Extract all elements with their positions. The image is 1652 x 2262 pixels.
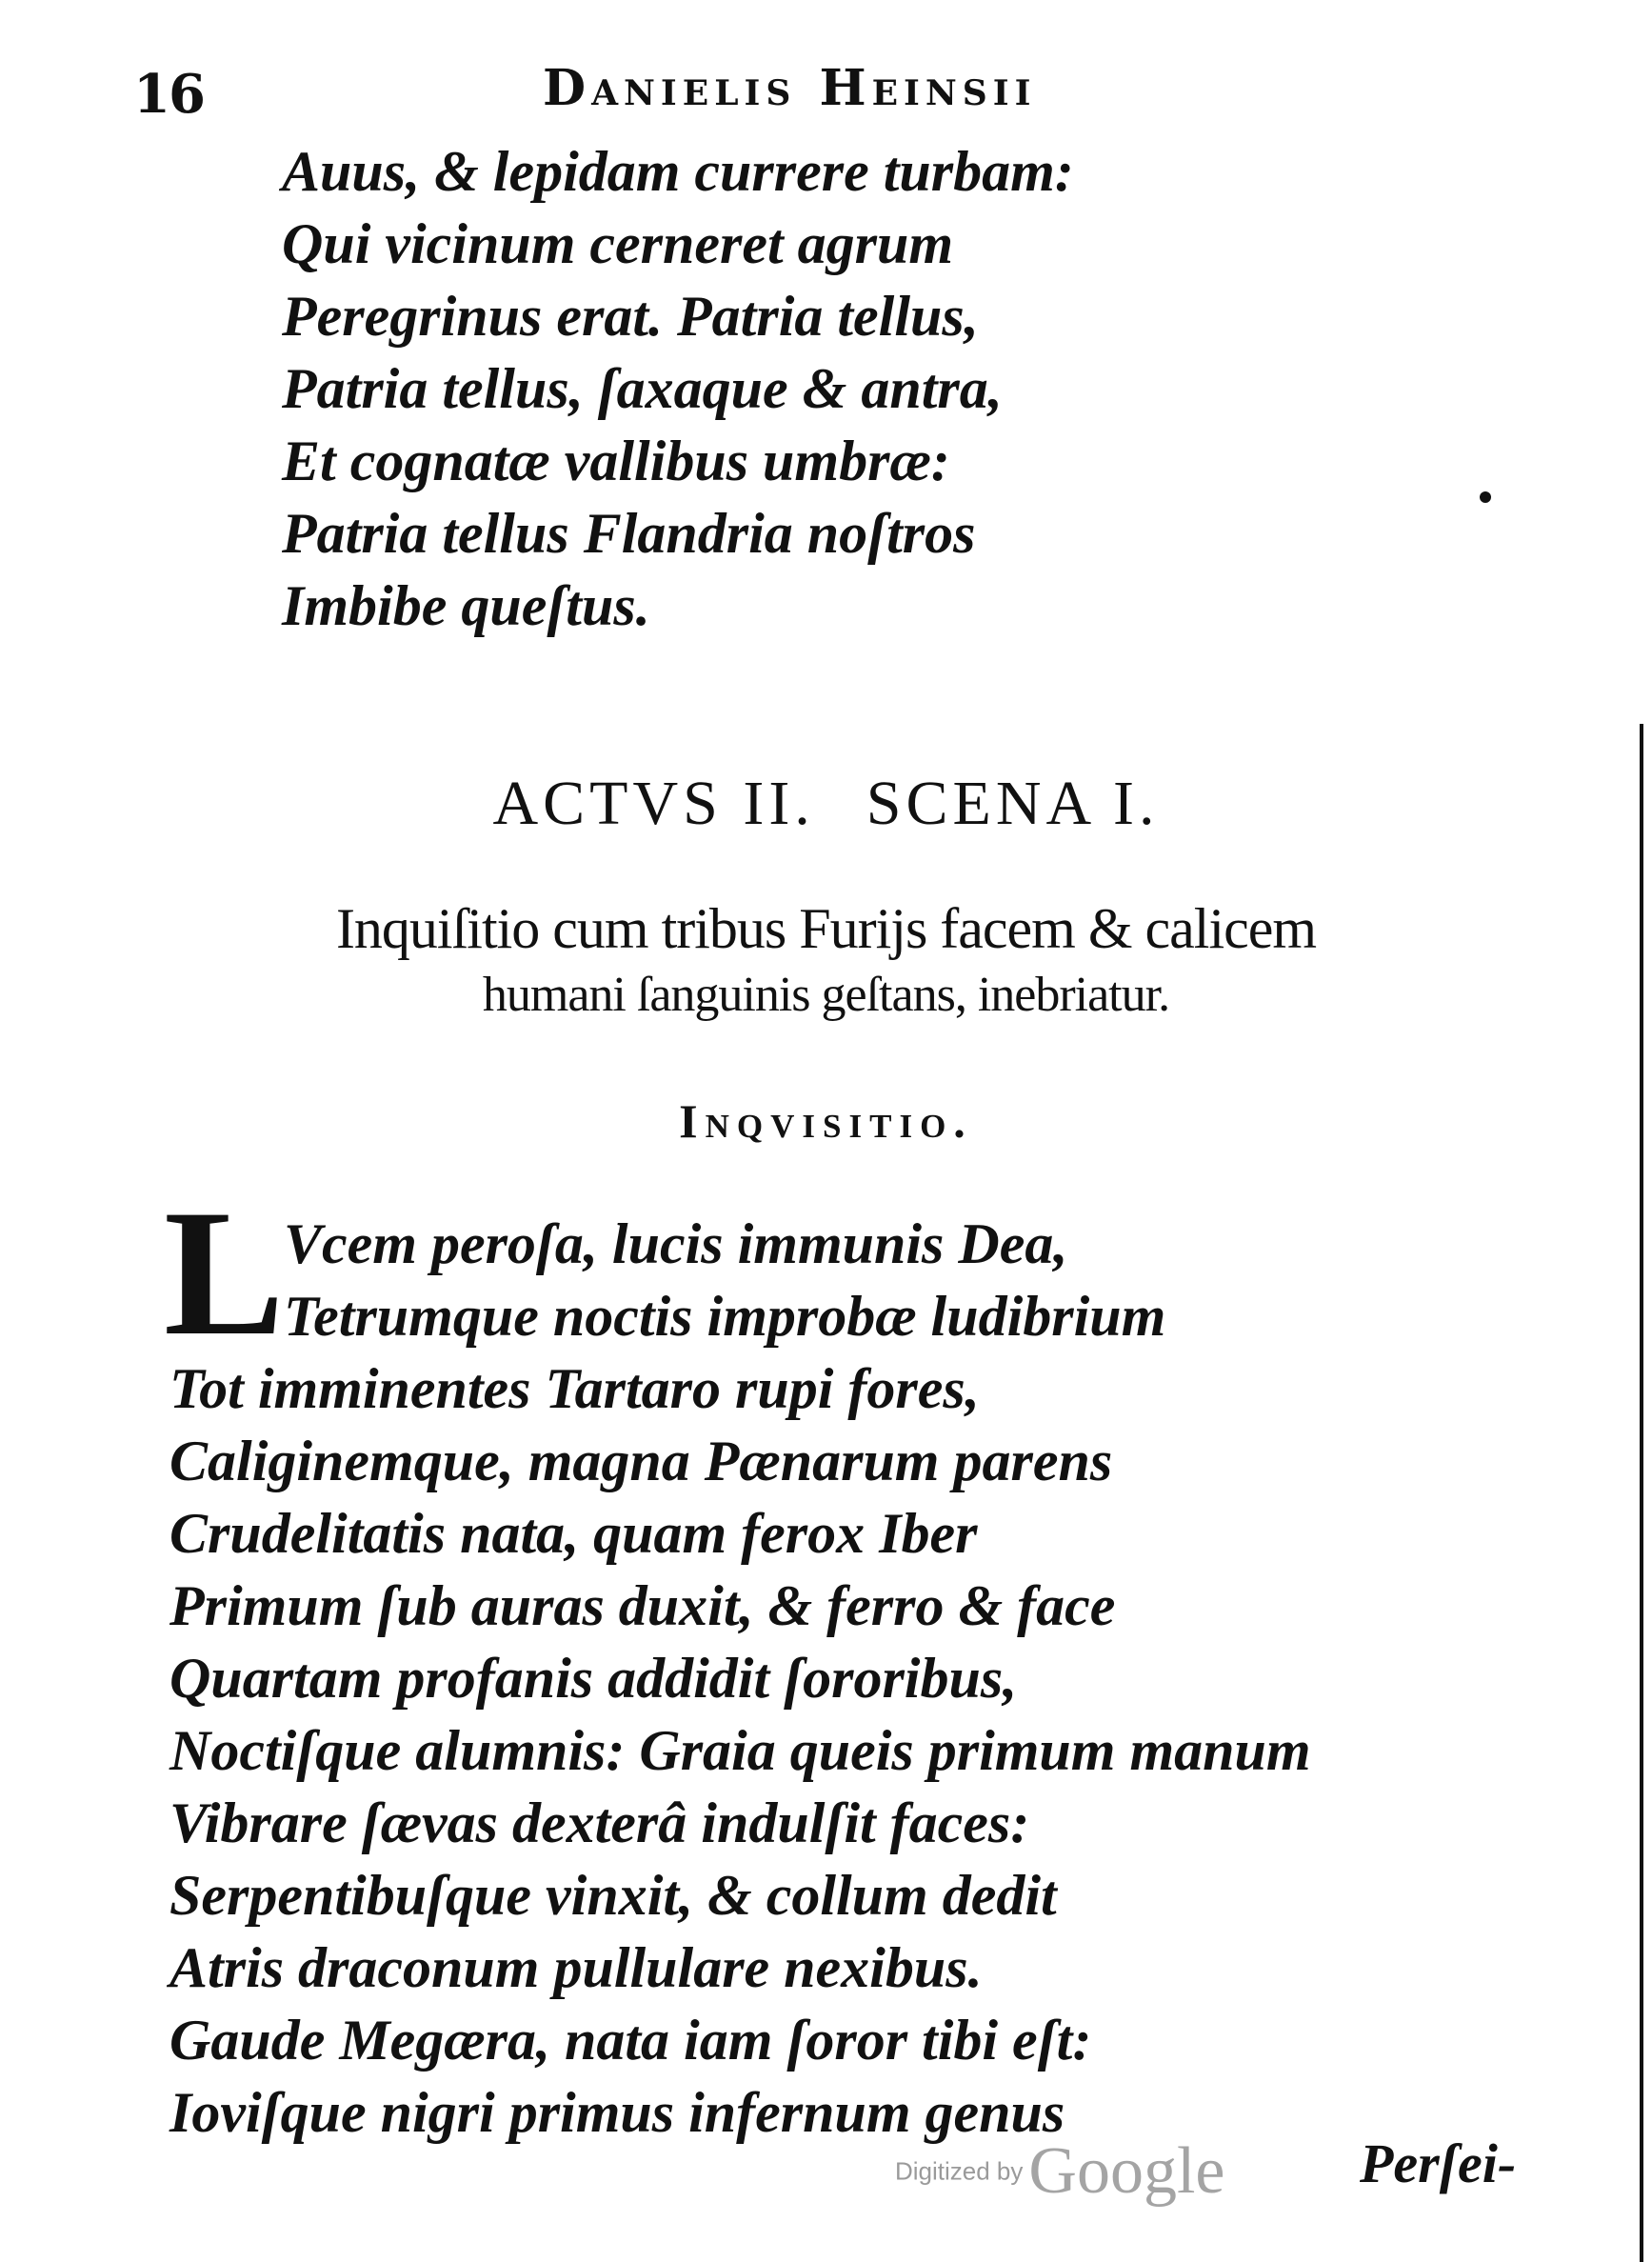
verse-line: Patria tellus Flandria noſtros xyxy=(282,502,976,565)
verse-line: Qui vicinum cerneret agrum xyxy=(282,212,954,275)
scene-heading: SCENA I. xyxy=(866,769,1160,838)
page-number: 16 xyxy=(133,63,204,126)
verse-line: Peregrinus erat. Patria tellus, xyxy=(282,285,979,348)
verse-line: Tetrumque noctis improbæ ludibrium xyxy=(284,1285,1166,1348)
google-logo: Google xyxy=(1028,2134,1225,2208)
scene-description xyxy=(0,895,1652,1029)
verse-line: Auus, & lepidam currere turbam: xyxy=(282,140,1074,203)
verse-line: Vibrare ſævas dexterâ indulſit faces: xyxy=(169,1792,1030,1854)
speaker-name: Inqvisitio. xyxy=(679,1094,973,1148)
act-heading: ACTVS II. xyxy=(492,769,815,838)
verse-line: Crudelitatis nata, quam ferox Iber xyxy=(169,1502,978,1565)
verse-line: Quartam profanis addidit ſororibus, xyxy=(169,1647,1018,1710)
scene-description-line: Inquiſitio cum tribus Furijs facem & calicem xyxy=(335,897,1317,960)
verse-block-top xyxy=(282,135,1074,642)
verse-line: Gaude Megæra, nata iam ſoror tibi eſt: xyxy=(169,2009,1092,2072)
verse-line: Primum ſub auras duxit, & ferro & face xyxy=(169,1574,1116,1637)
verse-line: Ioviſque nigri primus infernum genus xyxy=(169,2081,1065,2144)
verse-line: Serpentibuſque vinxit, & collum dedit xyxy=(169,1864,1057,1927)
verse-line: Tot imminentes Tartaro rupi fores, xyxy=(169,1357,980,1420)
verse-line: Noctiſque alumnis: Graia queis primum manum xyxy=(169,1719,1311,1782)
running-head: Danielis Heinsii xyxy=(543,59,1037,117)
digitized-label: Digitized by xyxy=(895,2156,1024,2186)
verse-line: Patria tellus, ſaxaque & antra, xyxy=(282,357,1003,420)
drop-cap: L xyxy=(164,1173,285,1373)
act-scene-heading xyxy=(0,768,1652,840)
verse-line: Et cognatæ vallibus umbræ: xyxy=(282,430,950,492)
verse-line: Vcem peroſa, lucis immunis Dea, xyxy=(284,1212,1068,1275)
scene-description-line: humani ſanguinis geſtans, inebriatur. xyxy=(482,968,1170,1022)
verse-line: Caliginemque, magna Pænarum parens xyxy=(169,1430,1113,1492)
ink-speck xyxy=(1480,491,1491,503)
catchword: Perſei- xyxy=(1360,2132,1517,2194)
digitized-watermark xyxy=(895,2133,1224,2210)
verse-block-main xyxy=(169,1208,1311,2149)
verse-line: Atris draconum pullulare nexibus. xyxy=(169,1936,983,1999)
verse-line: Imbibe queſtus. xyxy=(282,574,650,637)
